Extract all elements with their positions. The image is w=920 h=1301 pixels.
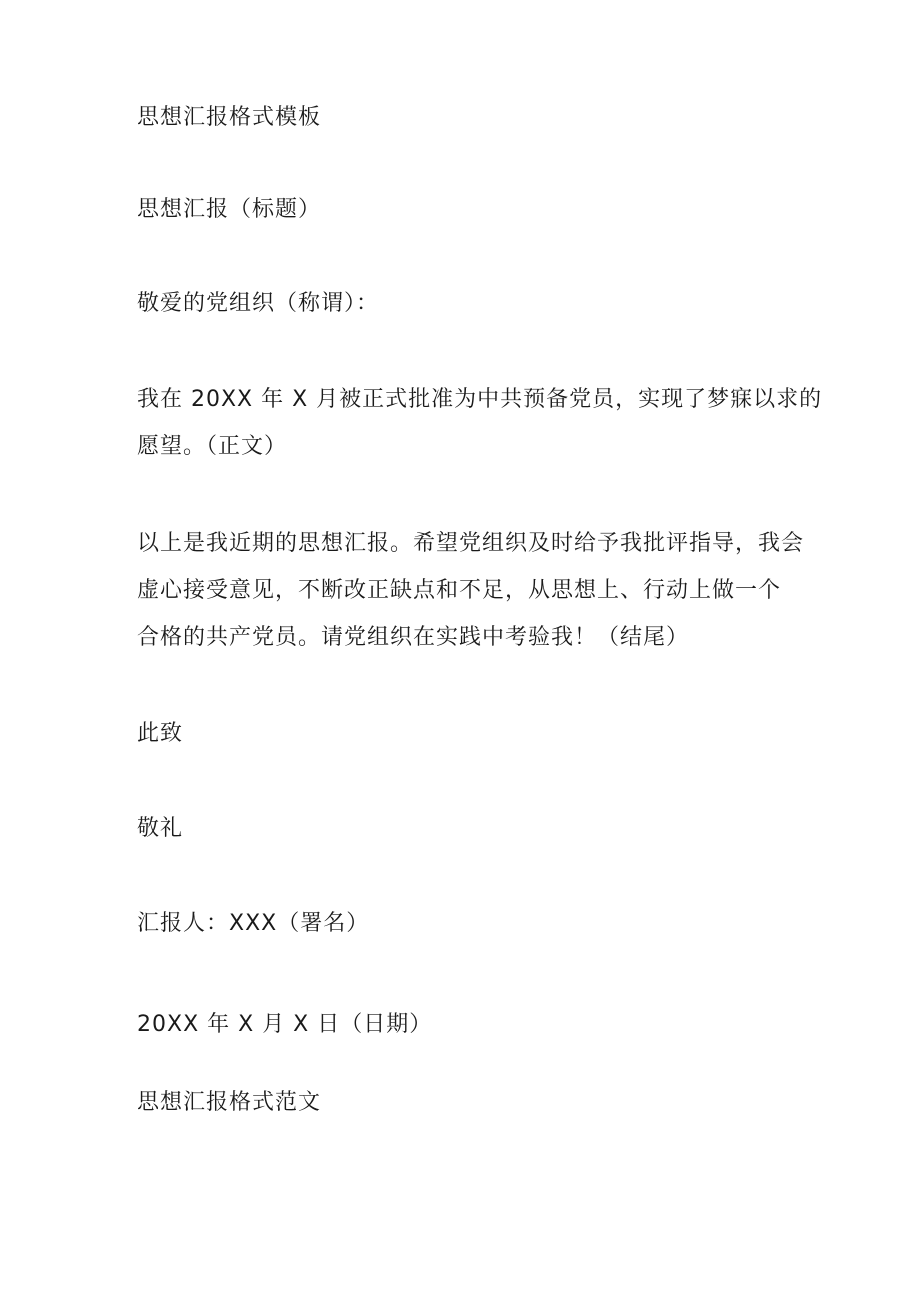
date-line: 20XX 年 X 月 X 日（日期） [137, 1012, 433, 1037]
closing-paragraph [137, 520, 804, 661]
report-title-line: 思想汇报（标题） [137, 197, 322, 222]
regards-line-2: 敬礼 [137, 816, 184, 841]
closing-line: 虚心接受意见，不断改正缺点和不足，从思想上、行动上做一个 [137, 578, 782, 603]
heading-template: 思想汇报格式模板 [137, 105, 322, 130]
closing-line: 合格的共产党员。请党组织在实践中考验我！（结尾） [137, 625, 690, 650]
salutation: 敬爱的党组织（称谓）： [137, 291, 380, 316]
body-line: 愿望。（正文） [137, 434, 288, 459]
signature-line: 汇报人：XXX（署名） [137, 911, 370, 936]
closing-line: 以上是我近期的思想汇报。希望党组织及时给予我批评指导，我会 [137, 531, 805, 556]
heading-sample: 思想汇报格式范文 [137, 1090, 322, 1115]
regards-line-1: 此致 [137, 721, 184, 746]
body-paragraph [137, 376, 822, 470]
body-line: 我在 20XX 年 X 月被正式批准为中共预备党员，实现了梦寐以求的 [137, 387, 823, 412]
